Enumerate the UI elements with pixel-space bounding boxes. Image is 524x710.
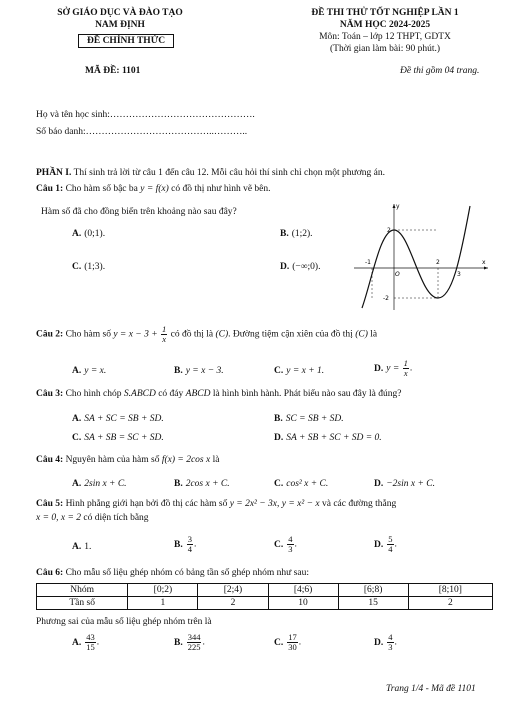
pages-note: Đề thi gồm 04 trang. — [400, 66, 480, 76]
q1-cubic-graph — [352, 200, 492, 312]
subject-line: Môn: Toán – lớp 12 THPT, GDTX — [319, 32, 451, 42]
q5-option-a[interactable]: A. 1. — [72, 542, 92, 552]
q3-option-a[interactable]: A. SA + SC = SB + SD. — [72, 414, 164, 424]
q4-text-a: Nguyên hàm của hàm số — [63, 455, 162, 465]
question-2 — [36, 325, 377, 344]
table-cell: 1 — [128, 597, 198, 610]
q5-function-2: y = x² − x — [281, 499, 320, 509]
q4-text-b: là — [210, 455, 220, 465]
cubic-curve — [362, 206, 470, 308]
question-6 — [36, 568, 309, 578]
q3-text-b: có đáy — [155, 389, 186, 399]
q1-option-a[interactable]: A. (0;1). — [72, 229, 106, 239]
graph-label-x3: 3 — [457, 271, 461, 278]
graph-label-ym2: -2 — [383, 295, 389, 302]
table-cell: 10 — [268, 597, 338, 610]
q5-text-b: và các đường thẳng — [319, 499, 397, 509]
q5-label: Câu 5: — [36, 499, 64, 509]
q6-text: Cho mẫu số liệu ghép nhóm có bảng tần số ghép nhóm như sau: — [63, 568, 309, 578]
q3-text-c: là hình bình hành. Phát biểu nào sau đây là đúng? — [210, 389, 402, 399]
question-3 — [36, 389, 401, 399]
q4-option-c[interactable]: C. cos² x + C. — [274, 479, 329, 489]
q2-text-d: là — [367, 329, 378, 340]
question-1 — [36, 184, 271, 194]
q2-text-a: Cho hàm số — [63, 329, 114, 340]
q5-lines: x = 0, x = 2 — [36, 513, 82, 523]
q3-option-c[interactable]: C. SA + SB = SC + SD. — [72, 433, 164, 443]
table-row — [37, 597, 493, 610]
q5-option-b[interactable]: B. $\frac{3}{4}$ . — [174, 534, 197, 554]
q3-base: ABCD — [185, 389, 211, 399]
graph-label-y: y — [396, 203, 400, 210]
q1-option-c[interactable]: C. (1;3). — [72, 262, 106, 272]
student-id-field: Số báo danh:…………………………………..……….. — [36, 127, 248, 137]
table-cell: [0;2) — [128, 584, 198, 597]
q1-text-b: có đồ thị như hình vẽ bên. — [168, 184, 271, 194]
q5-separator: , — [277, 499, 282, 509]
time-limit: (Thời gian làm bài: 90 phút.) — [329, 44, 441, 54]
q2-option-d[interactable]: D. y = $\frac{1}{x}$ . — [374, 358, 413, 378]
q2-option-b[interactable]: B. y = x − 3. — [174, 366, 224, 376]
part1-instruction: Thí sinh trả lời từ câu 1 đến câu 12. Mỗi câu hỏi thí sinh chỉ chọn một phương án. — [71, 168, 385, 178]
graph-label-x: x — [482, 259, 486, 266]
q1-formula: y = f(x) — [140, 184, 169, 194]
q5-option-d[interactable]: D. $\frac{5}{4}$ . — [374, 534, 397, 554]
table-cell: 15 — [338, 597, 408, 610]
table-cell: [6;8) — [338, 584, 408, 597]
q4-formula: f(x) = 2cos x — [161, 455, 211, 465]
q2-formula: y = x − 3 + — [113, 329, 160, 340]
table-cell: [2;4) — [198, 584, 268, 597]
part1-title: PHẦN I. — [36, 168, 72, 178]
exam-code: MÃ ĐỀ: 1101 — [85, 66, 141, 76]
q2-option-a[interactable]: A. y = x. — [72, 366, 107, 376]
q3-label: Câu 3: — [36, 389, 64, 399]
q2-label: Câu 2: — [36, 329, 64, 340]
question-5 — [36, 499, 396, 509]
q4-option-a[interactable]: A. 2sin x + C. — [72, 479, 127, 489]
part1-heading — [36, 168, 385, 178]
table-cell: [8;10] — [408, 584, 492, 597]
x-axis-arrow — [484, 267, 488, 270]
q1-subquestion: Hàm số đã cho đồng biến trên khoảng nào sau đây? — [41, 207, 237, 217]
q1-option-d[interactable]: D. (−∞;0). — [280, 262, 321, 272]
table-cell: Nhóm — [37, 584, 128, 597]
table-cell: 2 — [408, 597, 492, 610]
frequency-table — [36, 583, 493, 610]
q6-label: Câu 6: — [36, 568, 64, 578]
q4-option-b[interactable]: B. 2cos x + C. — [174, 479, 230, 489]
q6-option-d[interactable]: D. $\frac{4}{3}$ . — [374, 632, 397, 652]
question-5-line2 — [36, 513, 149, 523]
graph-label-y2: 2 — [387, 227, 391, 234]
q4-label: Câu 4: — [36, 455, 64, 465]
q1-text-a: Cho hàm số bậc ba — [63, 184, 141, 194]
q4-option-d[interactable]: D. −2sin x + C. — [374, 479, 435, 489]
q2-option-c[interactable]: C. y = x + 1. — [274, 366, 325, 376]
q1-label: Câu 1: — [36, 184, 64, 194]
official-exam-box: ĐỀ CHÍNH THỨC — [78, 34, 174, 48]
q6-subquestion: Phương sai của mẫu số liệu ghép nhóm trên là — [36, 617, 212, 627]
q2-text-c: . Đường tiệm cận xiên của đồ thị — [228, 329, 356, 340]
school-year: NĂM HỌC 2024-2025 — [339, 20, 431, 30]
q2-text-b: có đồ thị là — [168, 329, 216, 340]
exam-title: ĐỀ THI THỬ TỐT NGHIỆP LẦN 1 — [311, 8, 459, 18]
q2-graph-name-2: (C) — [355, 329, 368, 340]
province-name: NAM ĐỊNH — [95, 20, 145, 30]
department-name: SỞ GIÁO DỤC VÀ ĐÀO TẠO — [57, 8, 183, 18]
q3-text-a: Cho hình chóp — [63, 389, 124, 399]
q6-option-a[interactable]: A. $\frac{43}{15}$ . — [72, 632, 100, 652]
q3-pyramid: S.ABCD — [123, 389, 156, 399]
table-cell: [4;6) — [268, 584, 338, 597]
q3-option-d[interactable]: D. SA + SB + SC + SD = 0. — [274, 433, 382, 443]
q6-option-b[interactable]: B. $\frac{344}{225}$ . — [174, 632, 205, 652]
q5-function-1: y = 2x² − 3x — [229, 499, 278, 509]
q3-option-b[interactable]: B. SC = SB + SD. — [274, 414, 344, 424]
q2-fraction: $\frac{1}{x}$ — [162, 324, 167, 344]
student-name-field: Họ và tên học sinh:………………………………………. — [36, 110, 255, 120]
graph-label-x2: 2 — [436, 259, 440, 266]
table-cell: 2 — [198, 597, 268, 610]
q6-option-c[interactable]: C. $\frac{17}{30}$ . — [274, 632, 302, 652]
q5-line2-text: có diện tích bằng — [81, 513, 149, 523]
q2-graph-name: (C) — [215, 329, 229, 340]
q5-option-c[interactable]: C. $\frac{4}{3}$ . — [274, 534, 297, 554]
q1-option-b[interactable]: B. (1;2). — [280, 229, 313, 239]
q5-text-a: Hình phẳng giới hạn bởi đồ thị các hàm số — [63, 499, 230, 509]
page-footer: Trang 1/4 - Mã đề 1101 — [386, 684, 476, 694]
graph-label-xm1: -1 — [365, 259, 371, 266]
table-row — [37, 584, 493, 597]
graph-label-origin: O — [395, 271, 400, 278]
table-cell: Tần số — [37, 597, 128, 610]
question-4 — [36, 455, 219, 465]
